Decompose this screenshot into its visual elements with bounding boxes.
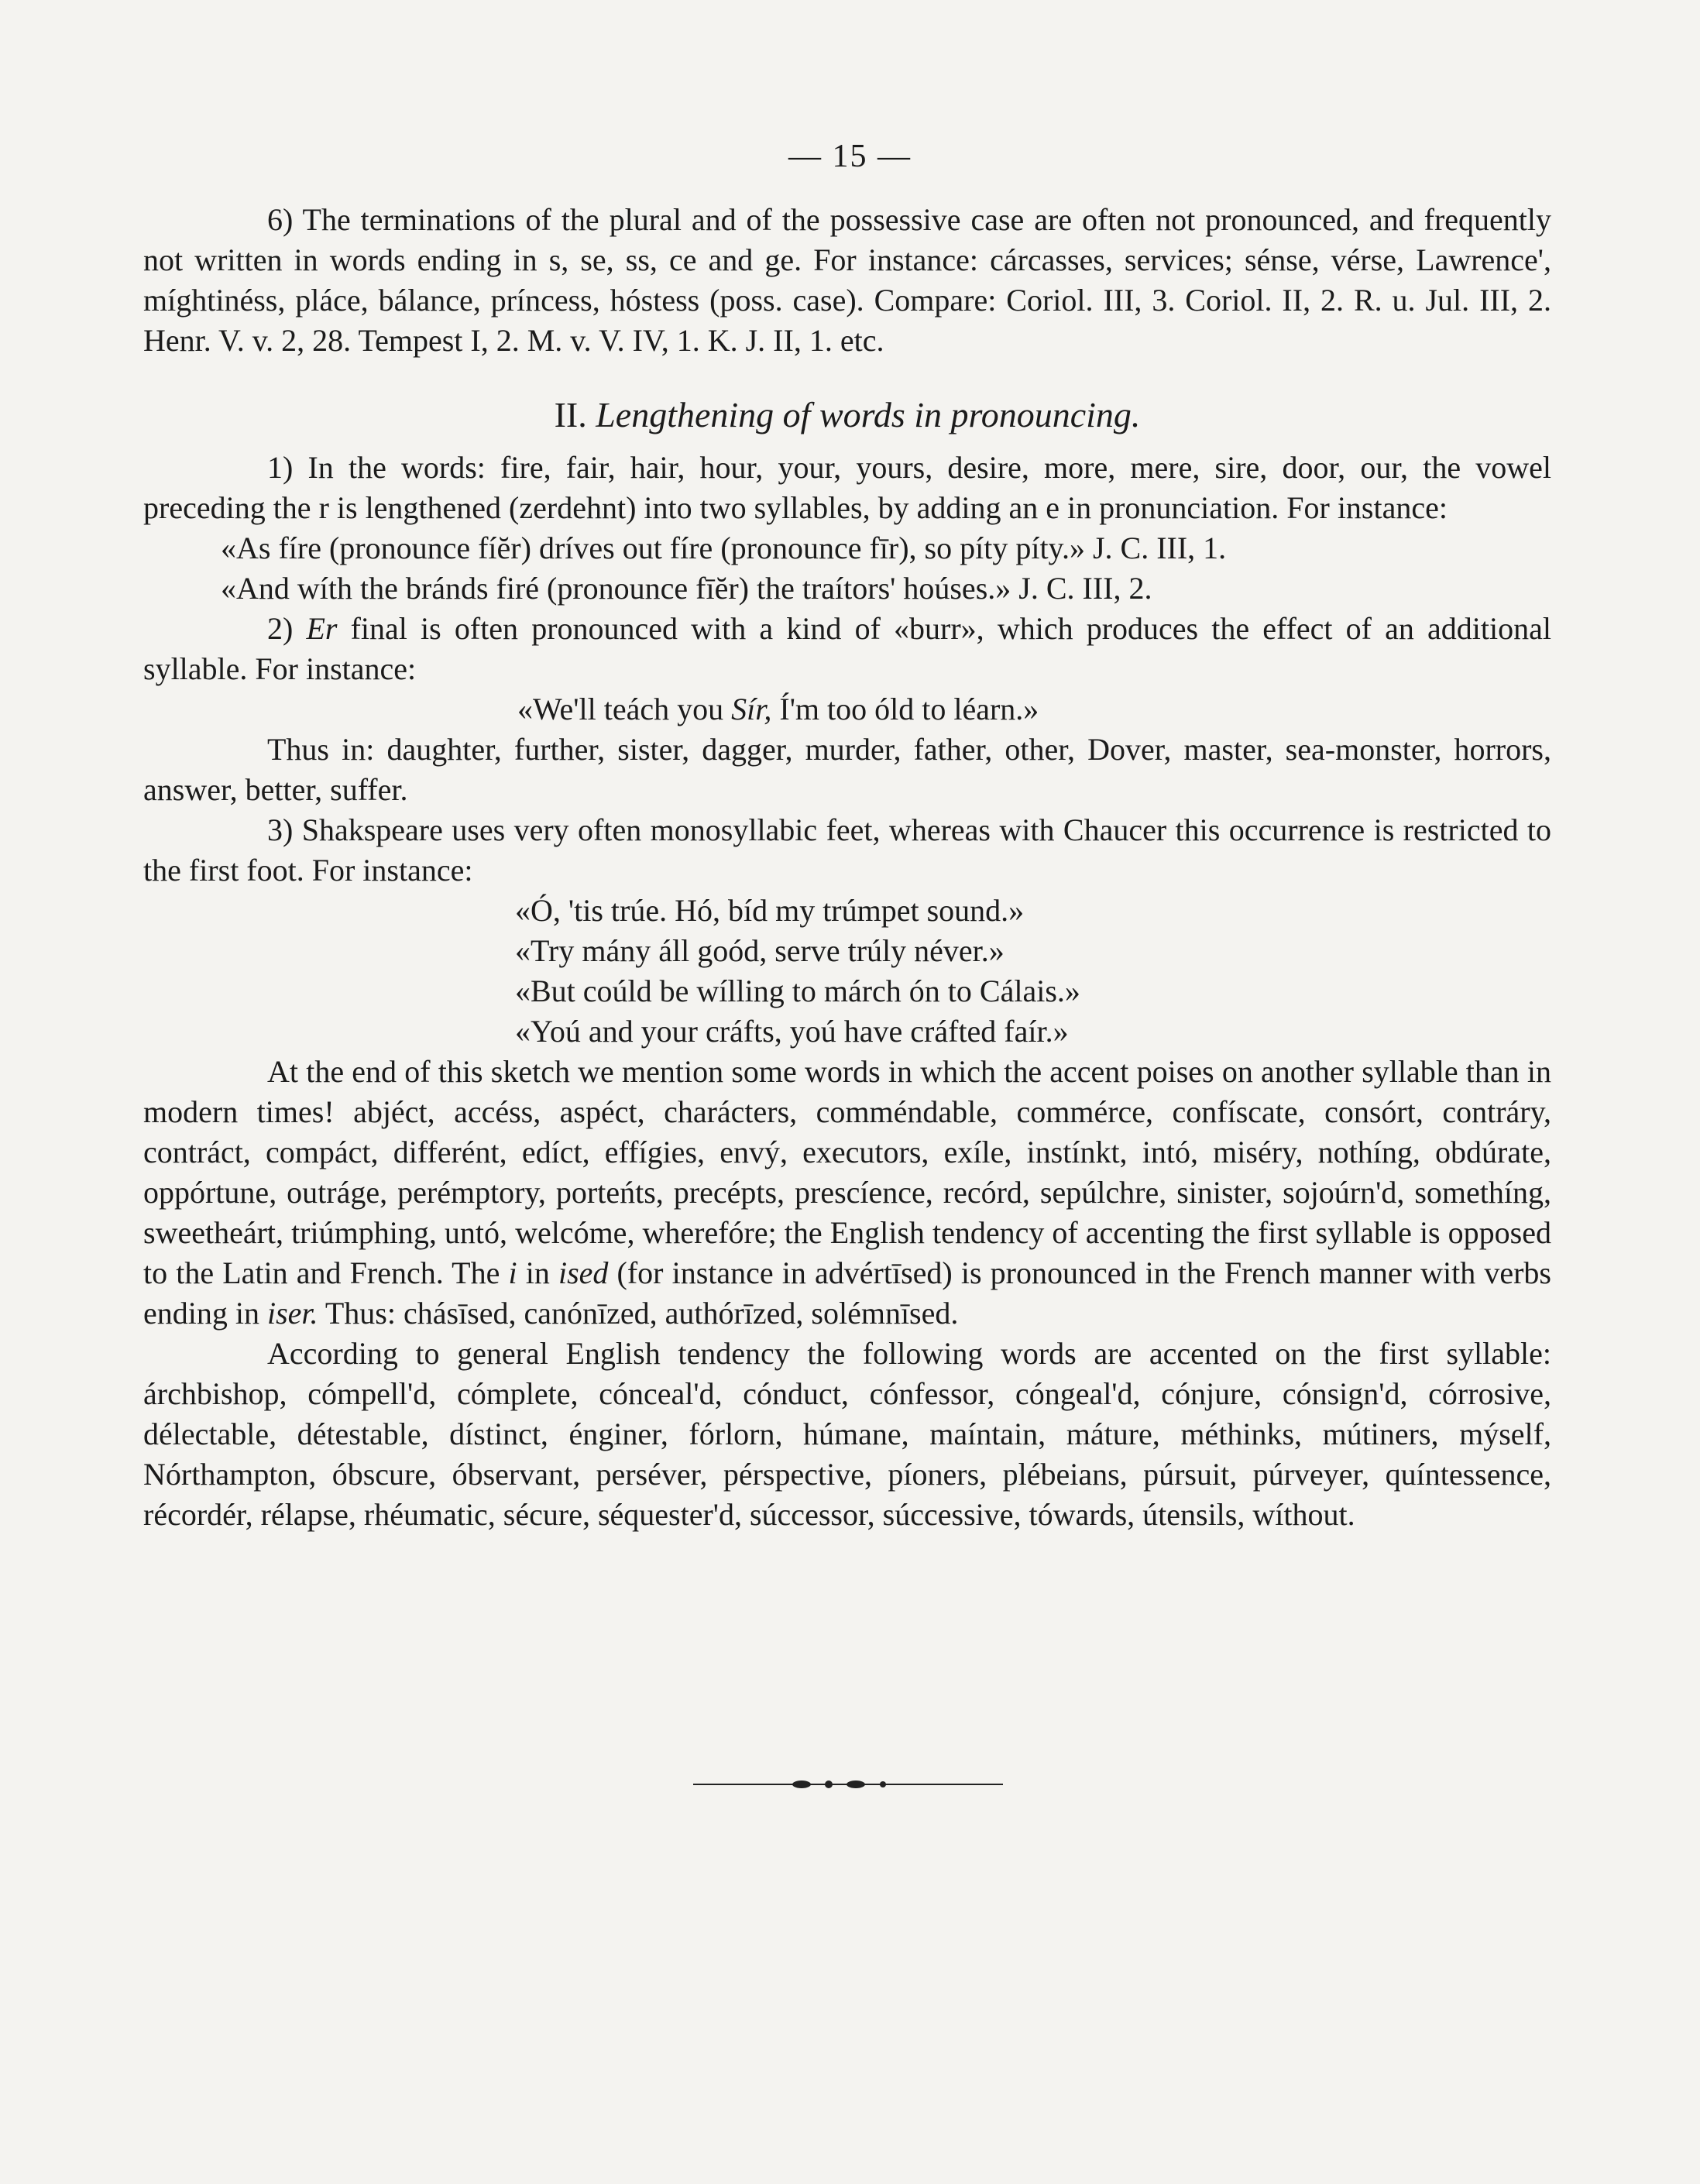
quote-teach-sir: Sír, [731, 692, 772, 726]
verse-line: «Try mány áll goód, serve trúly néver.» [515, 933, 1005, 968]
accent-iser: iser. [266, 1296, 318, 1331]
paragraph-thus: Thus in: daughter, further, sister, dagger, murder, father, other, Dover, master, sea-monster, horrors, answer, better, suffer. [143, 732, 1551, 807]
verse-line: «Yoú and your cráfts, yoú have cráfted faír.» [515, 1014, 1069, 1049]
accent-i: i [508, 1255, 517, 1290]
quote-teach [143, 689, 1551, 730]
paragraph-item3: 3) Shakspeare uses very often monosyllabic feet, whereas with Chaucer this occurrence is restricted to the first foot. For instance: [143, 812, 1551, 888]
page-number: — 15 — [788, 139, 912, 174]
section-heading-number: II. [554, 395, 587, 434]
section-heading [143, 392, 1551, 438]
paragraph-item6: 6) The terminations of the plural and of the possessive case are often not pronounced, and frequently not written in words ending in s, se, ss, ce and ge. For instance: cárcasses, services; sénse, vérse, Lawrence', míghtinéss, pláce, bálance, príncess, hóstess (poss. case). Compare: Coriol. III, 3. Coriol. II, 2. R. u. Jul. III, 2. Henr. V. v. 2, 28. Tempest I, 2. M. v. V. IV, 1. K. J. II, 1. etc. [143, 202, 1551, 358]
quote-teach-a: «We'll teách you [517, 692, 732, 726]
accent-mid2: (for instance in advértīsed) is pronounced in the French manner with verbs ending in [143, 1255, 1551, 1331]
paragraph-item2 [143, 609, 1551, 689]
quote-teach-b: Í'm too óld to léarn.» [771, 692, 1039, 726]
paragraph-accent [143, 1052, 1551, 1334]
item2-er-word: Er [306, 611, 338, 646]
accent-text-a: At the end of this sketch we mention some words in which the accent poises on another syllable than in modern times! abjéct, accéss, aspéct, charácters, comméndable, commérce, confíscate, consórt, contráry, contráct, compáct, differént, edíct, effígies, envý, executors, exíle, instínkt, intó, miséry, nothíng, obdúrate, oppórtune, outráge, perémptory, porteńts, precépts, prescíence, recórd, sepúlchre, sinister, sojoúrn'd, somethíng, sweetheárt, triúmphing, untó, welcóme, wherefóre; the English tendency of accenting the first syllable is opposed to the Latin and French. The [143, 1054, 1551, 1290]
paragraph-final: According to general English tendency the following words are accented on the first syllable: árchbishop, cómpell'd, cómplete, cónceal'd, cónduct, cónfessor, cóngeal'd, cónjure, cónsign'd, córrosive, délectable, détestable, dístinct, énginer, fórlorn, húmane, maíntain, máture, méthinks, mútiners, mýself, Nórthampton, óbscure, óbservant, perséver, pérspective, píoners, plébeians, púrsuit, púrveyer, quíntessence, récordér, rélapse, rhéumatic, sécure, séquester'd, súccessor, súccessive, tówards, útensils, wíthout. [143, 1336, 1551, 1532]
paragraph-item1: 1) In the words: fire, fair, hair, hour, your, yours, desire, more, mere, sire, door, our, the vowel preceding the r is lengthened (zerdehnt) into two syllables, by adding an e in pronunciation. For instance: [143, 450, 1551, 525]
body-text [143, 200, 1551, 1535]
closing-ornament [693, 1777, 1003, 1792]
verse-line: «Ó, 'tis trúe. Hó, bíd my trúmpet sound.» [515, 893, 1025, 928]
section-heading-title: Lengthening of words in pronouncing. [596, 395, 1141, 434]
accent-ised: ised [558, 1255, 609, 1290]
accent-end: Thus: chásīsed, canónīzed, authórīzed, solémnīsed. [318, 1296, 959, 1331]
item2-rest: final is often pronounced with a kind of «burr», which produces the effect of an additional syllable. For instance: [143, 611, 1551, 686]
quote-brands: «And wíth the bránds firé (pronounce fīĕr) the traítors' hoúses.» J. C. III, 2. [221, 571, 1152, 606]
item2-prefix: 2) [267, 611, 307, 646]
quote-fire: «As fíre (pronounce fíĕr) dríves out fíre (pronounce fīr), so píty píty.» J. C. III, 1. [221, 531, 1227, 565]
accent-mid1: in [517, 1255, 558, 1290]
verse-line: «But coúld be wílling to márch ón to Cálais.» [515, 974, 1080, 1008]
